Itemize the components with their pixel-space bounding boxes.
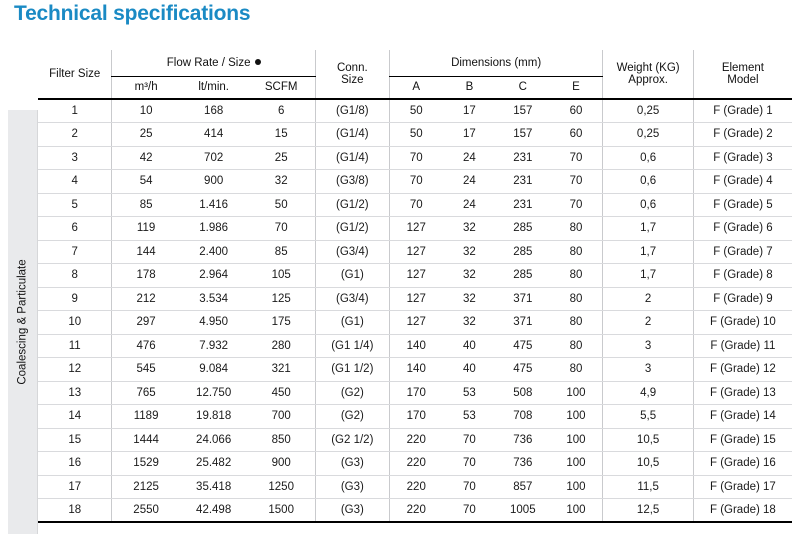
cell-filter-size: 2 [38,123,112,147]
col-header-filter-size: Filter Size [49,68,101,80]
cell-dim-a: 220 [389,499,442,523]
cell-ltmin: 7.932 [180,334,248,358]
cell-conn-size: (G1) [315,311,389,335]
flow-group-label: Flow Rate / Size [166,56,251,69]
cell-dim-b: 24 [443,146,496,170]
cell-dim-c: 285 [496,264,549,288]
cell-dim-a: 140 [389,334,442,358]
cell-m3h: 144 [112,240,180,264]
cell-filter-size: 3 [38,146,112,170]
cell-scfm: 25 [248,146,316,170]
cell-scfm: 6 [248,99,316,123]
cell-dim-a: 70 [389,146,442,170]
cell-dim-b: 24 [443,193,496,217]
cell-dim-e: 80 [550,311,603,335]
cell-filter-size: 6 [38,217,112,241]
cell-element-model: F (Grade) 9 [693,287,792,311]
cell-dim-b: 32 [443,217,496,241]
cell-dim-e: 70 [550,170,603,194]
cell-dim-c: 371 [496,287,549,311]
cell-scfm: 700 [248,405,316,429]
cell-dim-a: 50 [389,123,442,147]
cell-dim-e: 100 [550,452,603,476]
cell-ltmin: 19.818 [180,405,248,429]
conn-size-line1: Conn. [336,62,368,74]
table-row [38,381,792,405]
cell-dim-a: 127 [389,240,442,264]
cell-element-model: F (Grade) 11 [693,334,792,358]
cell-dim-c: 1005 [496,499,549,523]
cell-filter-size: 9 [38,287,112,311]
cell-weight: 4,9 [603,381,693,405]
cell-dim-a: 127 [389,217,442,241]
table-row [38,217,792,241]
cell-m3h: 178 [112,264,180,288]
cell-ltmin: 42.498 [180,499,248,523]
cell-dim-c: 475 [496,334,549,358]
cell-ltmin: 2.964 [180,264,248,288]
cell-filter-size: 12 [38,358,112,382]
cell-weight: 10,5 [603,452,693,476]
cell-m3h: 1529 [112,452,180,476]
cell-m3h: 2125 [112,475,180,499]
cell-dim-c: 857 [496,475,549,499]
cell-conn-size: (G1/2) [315,217,389,241]
cell-dim-b: 17 [443,99,496,123]
cell-ltmin: 1.416 [180,193,248,217]
cell-dim-e: 80 [550,240,603,264]
cell-dim-b: 40 [443,358,496,382]
table-row [38,405,792,429]
cell-weight: 0,6 [603,170,693,194]
cell-conn-size: (G1/4) [315,146,389,170]
cell-weight: 1,7 [603,217,693,241]
cell-dim-b: 40 [443,334,496,358]
cell-element-model: F (Grade) 8 [693,264,792,288]
cell-dim-e: 80 [550,358,603,382]
cell-filter-size: 4 [38,170,112,194]
cell-m3h: 545 [112,358,180,382]
table-row [38,170,792,194]
cell-weight: 12,5 [603,499,693,523]
col-header-weight [603,50,693,98]
table-row [38,287,792,311]
cell-m3h: 297 [112,311,180,335]
cell-dim-a: 50 [389,99,442,123]
cell-dim-b: 17 [443,123,496,147]
cell-weight: 1,7 [603,240,693,264]
cell-conn-size: (G1 1/4) [315,334,389,358]
cell-dim-a: 127 [389,311,442,335]
cell-dim-c: 736 [496,452,549,476]
cell-dim-b: 70 [443,475,496,499]
cell-dim-c: 475 [496,358,549,382]
cell-dim-c: 371 [496,311,549,335]
cell-m3h: 25 [112,123,180,147]
cell-dim-e: 80 [550,217,603,241]
cell-dim-a: 220 [389,428,442,452]
cell-element-model: F (Grade) 17 [693,475,792,499]
cell-weight: 2 [603,287,693,311]
table-row [38,428,792,452]
cell-filter-size: 13 [38,381,112,405]
cell-dim-a: 170 [389,405,442,429]
cell-element-model: F (Grade) 6 [693,217,792,241]
cell-dim-b: 70 [443,499,496,523]
cell-dim-e: 100 [550,475,603,499]
cell-conn-size: (G1/8) [315,99,389,123]
cell-scfm: 1250 [248,475,316,499]
cell-dim-e: 100 [550,499,603,523]
table-row [38,475,792,499]
specifications-table [38,50,792,523]
col-header-ltmin: lt/min. [198,81,229,94]
cell-conn-size: (G3/4) [315,240,389,264]
table-row [38,358,792,382]
cell-conn-size: (G3/4) [315,287,389,311]
element-line2: Model [727,74,759,86]
element-line1: Element [721,62,764,74]
cell-dim-c: 708 [496,405,549,429]
cell-m3h: 765 [112,381,180,405]
col-header-m3h: m³/h [112,76,180,98]
cell-dim-a: 127 [389,287,442,311]
col-header-element-model [693,50,792,98]
cell-scfm: 900 [248,452,316,476]
cell-scfm: 105 [248,264,316,288]
cell-conn-size: (G2) [315,381,389,405]
cell-dim-a: 70 [389,170,442,194]
cell-dim-a: 220 [389,452,442,476]
cell-filter-size: 5 [38,193,112,217]
cell-dim-b: 53 [443,405,496,429]
cell-dim-b: 32 [443,264,496,288]
cell-scfm: 1500 [248,499,316,523]
cell-ltmin: 414 [180,123,248,147]
cell-filter-size: 7 [38,240,112,264]
table-row [38,240,792,264]
table-row [38,452,792,476]
cell-filter-size: 17 [38,475,112,499]
cell-scfm: 50 [248,193,316,217]
cell-scfm: 32 [248,170,316,194]
cell-dim-e: 60 [550,99,603,123]
cell-filter-size: 1 [38,99,112,123]
cell-dim-a: 140 [389,358,442,382]
table-row [38,311,792,335]
cell-m3h: 42 [112,146,180,170]
cell-ltmin: 3.534 [180,287,248,311]
bullet-marker-icon [255,59,261,65]
cell-element-model: F (Grade) 18 [693,499,792,523]
cell-m3h: 1189 [112,405,180,429]
cell-ltmin: 1.986 [180,217,248,241]
cell-dim-e: 80 [550,287,603,311]
cell-dim-a: 70 [389,193,442,217]
cell-scfm: 850 [248,428,316,452]
page-title: Technical specifications [14,2,251,25]
cell-scfm: 450 [248,381,316,405]
cell-element-model: F (Grade) 1 [693,99,792,123]
cell-dim-b: 24 [443,170,496,194]
cell-ltmin: 168 [180,99,248,123]
cell-scfm: 321 [248,358,316,382]
category-label-text: Coalescing & Particulate [17,259,30,385]
col-header-dim-c: C [518,81,527,94]
cell-filter-size: 8 [38,264,112,288]
cell-element-model: F (Grade) 5 [693,193,792,217]
category-label [8,110,38,534]
cell-dim-a: 220 [389,475,442,499]
table-row [38,146,792,170]
cell-ltmin: 900 [180,170,248,194]
cell-filter-size: 11 [38,334,112,358]
cell-scfm: 125 [248,287,316,311]
cell-dim-b: 32 [443,240,496,264]
weight-line1: Weight (KG) [616,62,680,74]
cell-scfm: 175 [248,311,316,335]
cell-element-model: F (Grade) 14 [693,405,792,429]
cell-m3h: 476 [112,334,180,358]
cell-scfm: 280 [248,334,316,358]
col-header-dim-a: A [389,76,442,98]
cell-ltmin: 4.950 [180,311,248,335]
cell-m3h: 85 [112,193,180,217]
cell-dim-c: 508 [496,381,549,405]
cell-conn-size: (G1) [315,264,389,288]
weight-line2: Approx. [628,74,668,86]
col-header-scfm: SCFM [264,81,298,94]
cell-dim-b: 32 [443,311,496,335]
cell-dim-e: 70 [550,193,603,217]
cell-dim-e: 80 [550,334,603,358]
cell-weight: 2 [603,311,693,335]
cell-filter-size: 16 [38,452,112,476]
col-header-dim-b: B [465,81,474,94]
table-row [38,499,792,523]
cell-dim-e: 60 [550,123,603,147]
cell-dim-e: 100 [550,405,603,429]
col-header-flow-group [112,50,315,76]
table-row [38,264,792,288]
cell-dim-c: 736 [496,428,549,452]
cell-weight: 10,5 [603,428,693,452]
table-row [38,123,792,147]
col-header-dimensions-group: Dimensions (mm) [389,50,603,76]
cell-weight: 1,7 [603,264,693,288]
cell-weight: 0,6 [603,193,693,217]
cell-dim-c: 285 [496,217,549,241]
cell-dim-c: 157 [496,123,549,147]
table-head [38,50,792,99]
cell-weight: 3 [603,358,693,382]
cell-conn-size: (G1 1/2) [315,358,389,382]
cell-m3h: 10 [112,99,180,123]
cell-dim-c: 231 [496,146,549,170]
cell-conn-size: (G3) [315,475,389,499]
cell-conn-size: (G2 1/2) [315,428,389,452]
cell-conn-size: (G2) [315,405,389,429]
cell-dim-c: 157 [496,99,549,123]
cell-ltmin: 2.400 [180,240,248,264]
cell-weight: 5,5 [603,405,693,429]
cell-weight: 0,25 [603,123,693,147]
cell-dim-b: 53 [443,381,496,405]
table-row [38,99,792,123]
cell-dim-a: 127 [389,264,442,288]
cell-ltmin: 24.066 [180,428,248,452]
cell-element-model: F (Grade) 16 [693,452,792,476]
cell-ltmin: 25.482 [180,452,248,476]
cell-element-model: F (Grade) 13 [693,381,792,405]
cell-ltmin: 12.750 [180,381,248,405]
cell-scfm: 70 [248,217,316,241]
cell-element-model: F (Grade) 12 [693,358,792,382]
cell-dim-e: 80 [550,264,603,288]
cell-dim-c: 231 [496,170,549,194]
cell-dim-b: 70 [443,428,496,452]
cell-weight: 11,5 [603,475,693,499]
cell-dim-b: 70 [443,452,496,476]
cell-m3h: 2550 [112,499,180,523]
cell-element-model: F (Grade) 2 [693,123,792,147]
cell-element-model: F (Grade) 7 [693,240,792,264]
cell-m3h: 212 [112,287,180,311]
table-body [38,99,792,522]
cell-element-model: F (Grade) 10 [693,311,792,335]
cell-dim-e: 100 [550,381,603,405]
cell-conn-size: (G1/4) [315,123,389,147]
cell-dim-e: 70 [550,146,603,170]
conn-size-line2: Size [341,74,364,86]
col-header-conn-size [315,50,389,98]
cell-dim-e: 100 [550,428,603,452]
cell-m3h: 1444 [112,428,180,452]
cell-conn-size: (G3) [315,499,389,523]
cell-conn-size: (G1/2) [315,193,389,217]
cell-ltmin: 702 [180,146,248,170]
cell-weight: 3 [603,334,693,358]
cell-m3h: 54 [112,170,180,194]
header-row-groups [38,50,792,76]
cell-element-model: F (Grade) 4 [693,170,792,194]
cell-dim-b: 32 [443,287,496,311]
table-row [38,334,792,358]
cell-filter-size: 10 [38,311,112,335]
cell-scfm: 15 [248,123,316,147]
cell-dim-c: 285 [496,240,549,264]
cell-filter-size: 18 [38,499,112,523]
cell-filter-size: 14 [38,405,112,429]
cell-ltmin: 9.084 [180,358,248,382]
cell-conn-size: (G3) [315,452,389,476]
cell-scfm: 85 [248,240,316,264]
cell-m3h: 119 [112,217,180,241]
cell-ltmin: 35.418 [180,475,248,499]
col-header-dim-e: E [572,81,580,94]
cell-element-model: F (Grade) 15 [693,428,792,452]
table-row [38,193,792,217]
cell-weight: 0,6 [603,146,693,170]
cell-dim-a: 170 [389,381,442,405]
cell-dim-c: 231 [496,193,549,217]
cell-conn-size: (G3/8) [315,170,389,194]
cell-element-model: F (Grade) 3 [693,146,792,170]
cell-weight: 0,25 [603,99,693,123]
cell-filter-size: 15 [38,428,112,452]
